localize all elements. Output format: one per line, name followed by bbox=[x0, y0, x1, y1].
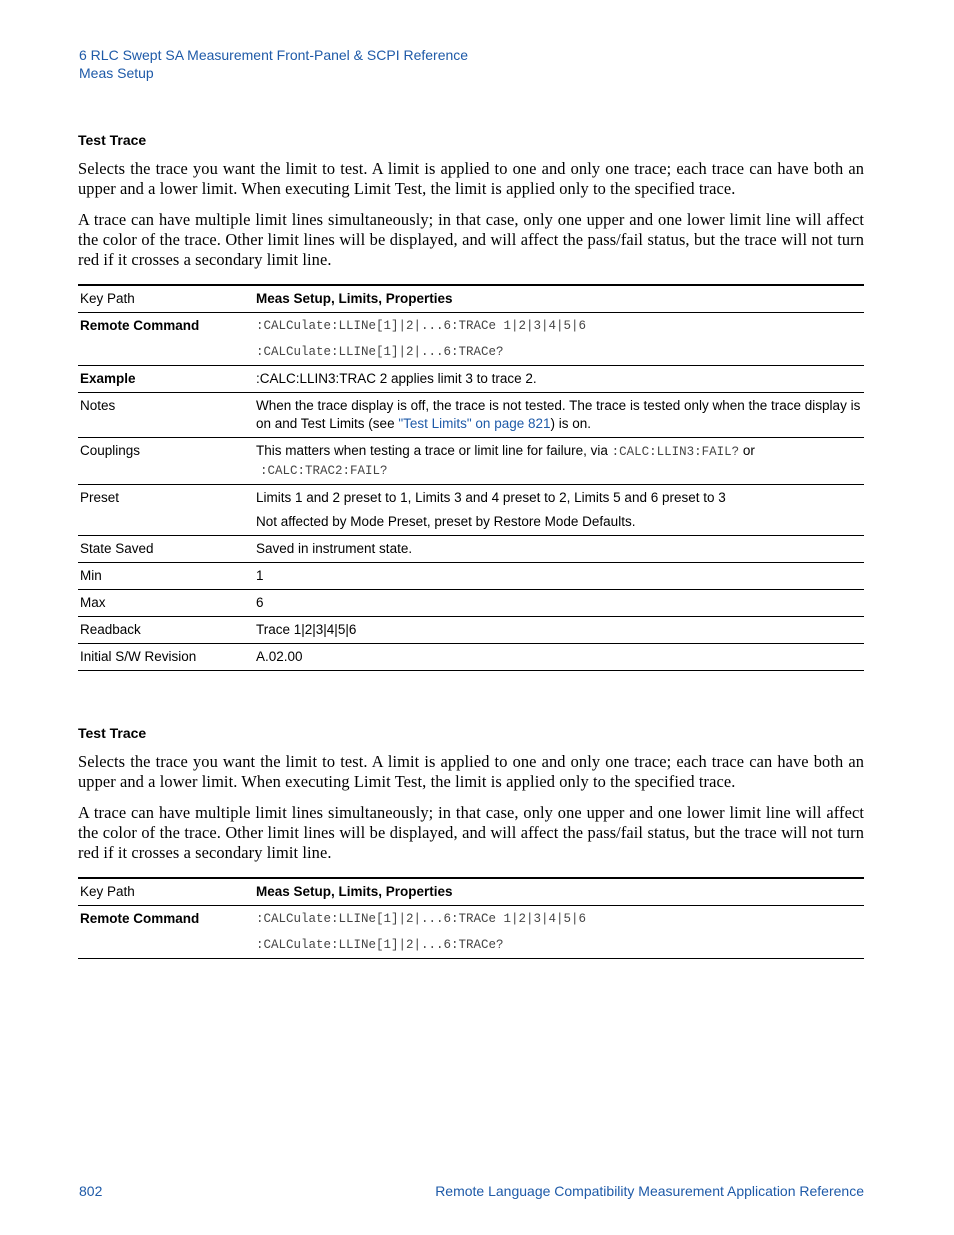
fail-query-code: :CALC:LLIN3:FAIL? bbox=[611, 445, 740, 459]
row-value: Meas Setup, Limits, Properties bbox=[256, 291, 453, 306]
row-label: Couplings bbox=[78, 438, 254, 485]
table-row bbox=[78, 438, 864, 485]
notes-text: When the trace display is off, the trace is not tested. The trace is tested only when the trace display is on and Test Limits (see bbox=[256, 398, 861, 431]
row-label: Example bbox=[78, 366, 254, 393]
section-title: Meas Setup bbox=[79, 65, 154, 81]
test-trace-section-1 bbox=[78, 131, 864, 671]
running-header bbox=[79, 46, 468, 82]
row-label: Max bbox=[78, 590, 254, 617]
notes-text: ) is on. bbox=[550, 416, 592, 431]
row-label: Readback bbox=[78, 617, 254, 644]
table-row bbox=[78, 644, 864, 671]
table-row bbox=[78, 366, 864, 393]
couplings-text: This matters when testing a trace or limit line for failure, via bbox=[256, 443, 612, 458]
properties-table bbox=[78, 284, 864, 671]
table-row bbox=[78, 878, 864, 906]
preset-line: Limits 1 and 2 preset to 1, Limits 3 and 4 preset to 2, Limits 5 and 6 preset to 3 bbox=[256, 490, 726, 505]
description-paragraph: Selects the trace you want the limit to test. A limit is applied to one and only one trace; each trace can have both an upper and a lower limit. When executing Limit Test, the limit is applied only to the specified trace. bbox=[78, 159, 864, 198]
row-value: Meas Setup, Limits, Properties bbox=[256, 884, 453, 899]
scpi-query: :CALCulate:LLINe[1]|2|...6:TRACe? bbox=[256, 938, 504, 952]
row-label: Initial S/W Revision bbox=[78, 644, 254, 671]
page-number: 802 bbox=[79, 1183, 103, 1199]
table-row bbox=[78, 563, 864, 590]
table-row bbox=[78, 485, 864, 536]
scpi-command: :CALCulate:LLINe[1]|2|...6:TRACe 1|2|3|4|5|6 bbox=[256, 912, 587, 926]
description-paragraph: A trace can have multiple limit lines simultaneously; in that case, only one upper and one lower limit line will affect the color of the trace. Other limit lines will be displayed, and will affect the pass/fail status, but the trace will not turn red if it crosses a secondary limit line. bbox=[78, 210, 864, 269]
table-row bbox=[78, 536, 864, 563]
row-label: Remote Command bbox=[78, 313, 254, 366]
description-paragraph: Selects the trace you want the limit to test. A limit is applied to one and only one trace; each trace can have both an upper and a lower limit. When executing Limit Test, the limit is applied only to the specified trace. bbox=[78, 752, 864, 791]
couplings-text: or bbox=[739, 443, 755, 458]
row-value: :CALC:LLIN3:TRAC 2 applies limit 3 to trace 2. bbox=[254, 366, 864, 393]
row-label: Notes bbox=[78, 393, 254, 438]
table-row bbox=[78, 906, 864, 959]
row-value bbox=[254, 393, 864, 438]
test-limits-link[interactable]: "Test Limits" on page 821 bbox=[398, 416, 551, 431]
row-label: Remote Command bbox=[78, 906, 254, 959]
section-heading: Test Trace bbox=[78, 132, 147, 148]
table-row bbox=[78, 285, 864, 313]
fail-query-code: :CALC:TRAC2:FAIL? bbox=[260, 464, 388, 478]
row-label: State Saved bbox=[78, 536, 254, 563]
row-value: 6 bbox=[254, 590, 864, 617]
section-heading: Test Trace bbox=[78, 725, 147, 741]
row-value: Trace 1|2|3|4|5|6 bbox=[254, 617, 864, 644]
row-label: Min bbox=[78, 563, 254, 590]
row-value: Saved in instrument state. bbox=[254, 536, 864, 563]
row-label: Preset bbox=[78, 485, 254, 536]
row-value: A.02.00 bbox=[254, 644, 864, 671]
chapter-title: 6 RLC Swept SA Measurement Front-Panel & SCPI Reference bbox=[79, 47, 469, 63]
table-row bbox=[78, 313, 864, 366]
row-value bbox=[254, 485, 864, 536]
row-value bbox=[254, 313, 864, 366]
description-paragraph: A trace can have multiple limit lines simultaneously; in that case, only one upper and one lower limit line will affect the color of the trace. Other limit lines will be displayed, and will affect the pass/fail status, but the trace will not turn red if it crosses a secondary limit line. bbox=[78, 803, 864, 862]
row-value: 1 bbox=[254, 563, 864, 590]
scpi-query: :CALCulate:LLINe[1]|2|...6:TRACe? bbox=[256, 345, 504, 359]
table-row bbox=[78, 617, 864, 644]
preset-line: Not affected by Mode Preset, preset by Restore Mode Defaults. bbox=[256, 514, 636, 529]
scpi-command: :CALCulate:LLINe[1]|2|...6:TRACe 1|2|3|4|5|6 bbox=[256, 319, 587, 333]
row-label: Key Path bbox=[80, 884, 135, 899]
table-row bbox=[78, 393, 864, 438]
row-value bbox=[254, 438, 864, 485]
document-reference: Remote Language Compatibility Measurement Application Reference bbox=[435, 1183, 864, 1199]
properties-table bbox=[78, 877, 864, 959]
row-value bbox=[254, 906, 864, 959]
test-trace-section-2 bbox=[78, 724, 864, 959]
table-row bbox=[78, 590, 864, 617]
row-label: Key Path bbox=[80, 291, 135, 306]
